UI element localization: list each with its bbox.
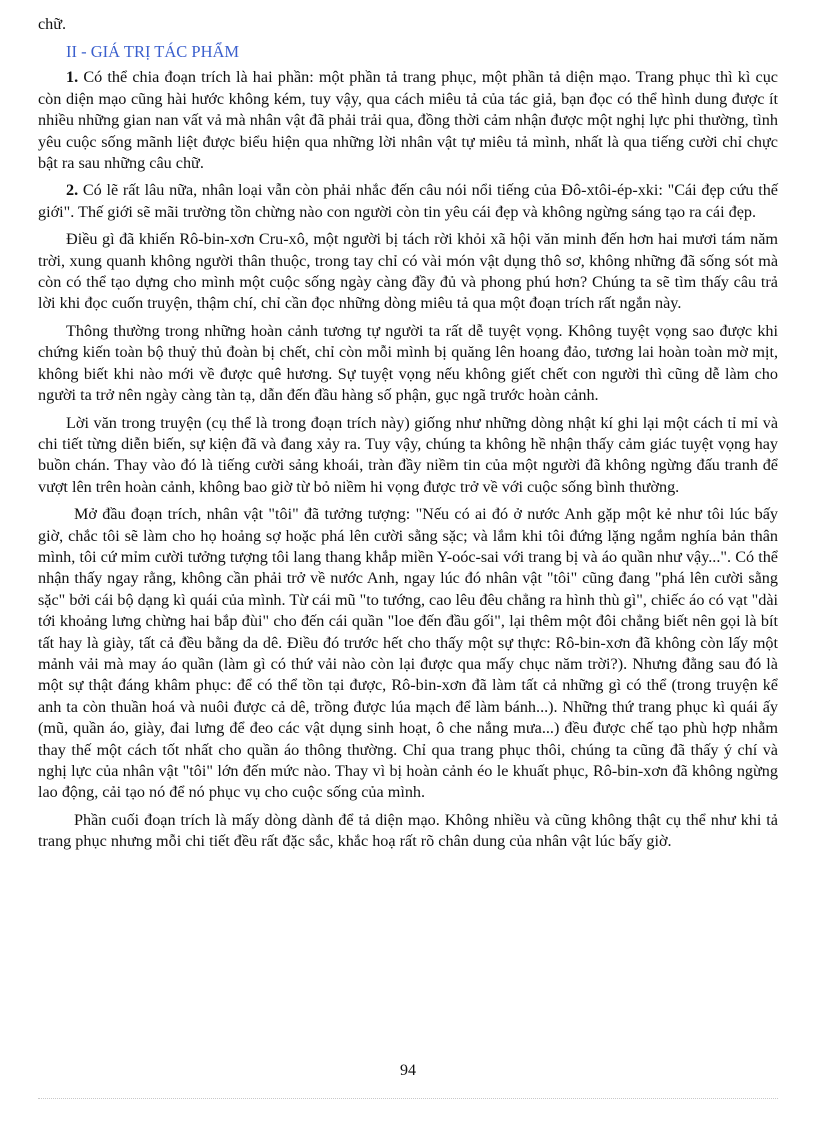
paragraph-4: Thông thường trong những hoàn cảnh tương tự người ta rất dễ tuyệt vọng. Không tuyệt vọng sao được khi chứng kiến toàn bộ thuỷ thủ đoàn bị chết, chỉ còn mỗi mình bị quăng lên hoang đảo, tương lai hoàn toàn mờ mịt, không biết khi nào mới về được quê hương. Sự tuyệt vọng nếu không giết chết con người thì cũng dễ làm cho người ta trở nên ngày càng tàn tạ, dẫn đến đầu hàng số phận, gục ngã trước hoàn cảnh. bbox=[38, 321, 778, 405]
paragraph-5: Lời văn trong truyện (cụ thể là trong đoạn trích này) giống như những dòng nhật kí ghi lại một cách tỉ mỉ và chi tiết từng diễn biến, sự kiện đã và đang xảy ra. Tuy vậy, chúng ta không hề nhận thấy cảm giác tuyệt vọng hay buồn chán. Thay vào đó là tiếng cười sảng khoái, tràn đầy niềm tin của một người đã không ngừng đấu tranh để vượt lên trên hoàn cảnh, không bao giờ từ bỏ niềm hi vọng được trở về với cuộc sống bình thường. bbox=[38, 413, 778, 496]
paragraph-text: Có thể chia đoạn trích là hai phần: một phần tả trang phục, một phần tả diện mạo. Trang phục thì kì cục còn diện mạo cũng hài hước không kém, tuy vậy, qua cách miêu tả của tác giả, bạn đọc có thể hình dung được ít nhiều những gian nan vất vả mà nhân vật đã phải trải qua, đồng thời cảm nhận được một nghị lực phi thường, tình yêu cuộc sống mãnh liệt được biểu hiện qua những lời nhân vật tự miêu tả mình, nhất là qua tiếng cười chỉ chực bật ra sau những câu chữ. bbox=[38, 68, 778, 173]
paragraph-number: 1. bbox=[66, 68, 79, 87]
continuation-text: chữ. bbox=[38, 15, 67, 33]
paragraph-7: Phần cuối đoạn trích là mấy dòng dành để tả diện mạo. Không nhiều và cũng không thật cụ thể như khi tả trang phục nhưng mỗi chi tiết đều rất đặc sắc, khắc hoạ rất rõ chân dung của nhân vật lúc bấy giờ. bbox=[38, 810, 778, 851]
page-number: 94 bbox=[400, 1062, 416, 1079]
paragraph-6: Mở đầu đoạn trích, nhân vật "tôi" đã tưởng tượng: "Nếu có ai đó ở nước Anh gặp một kẻ như tôi lúc bấy giờ, chắc tôi sẽ làm cho họ hoảng sợ hoặc phá lên cười sằng sặc; và lắm khi tôi đứng lặng ngắm nghía bản thân mình, tôi cứ mỉm cười tưởng tượng tôi lang thang khắp miền Y-oóc-sai với trang bị và áo quần như vậy...". Có thể nhận thấy ngay rằng, không cần phải trở về nước Anh, ngay lúc đó nhân vật "tôi" cũng đang "phá lên cười sằng sặc" bởi cái bộ dạng kì quái của mình. Từ cái mũ "to tướng, cao lêu đêu chẳng ra hình thù gì", chiếc áo có vạt "dài tới khoảng lưng chừng hai bắp đùi" cho đến cái quần "loe đến đầu gối", lại thêm một đôi chẳng biết nên gọi là bít tất hay là giày, tất cả đều bằng da dê. Điều đó trước hết cho thấy một sự thực: Rô-bin-xơn đã không còn lấy một mảnh vải mà may áo quần (làm gì có thứ vải nào còn lại được qua mấy chục năm trời?). Nhưng đằng sau đó là một sự thật đáng khâm phục: để có thể tồn tại được, Rô-bin-xơn đã làm tất cả những gì có thể (trong truyện kể anh ta còn thuần hoá và nuôi được cả dê, trồng được lúa mạch để làm bánh...). Những thứ trang phục kì quái ấy (mũ, quần áo, giày, đai lưng để đeo các vật dụng sinh hoạt, ô che nắng mưa...) đều được chế tạo phù hợp nhằm thay thế một cách tốt nhất cho quần áo thông thường. Chỉ qua trang phục thôi, chúng ta cũng đã thấy ý chí và nghị lực của nhân vật "tôi" lớn đến mức nào. Thay vì bị hoàn cảnh éo le khuất phục, Rô-bin-xơn đã không ngừng lao động, cải tạo nó để nó phục vụ cho cuộc sống của mình. bbox=[38, 505, 779, 802]
paragraph-2 bbox=[38, 180, 778, 223]
footer-divider bbox=[38, 1098, 778, 1099]
page-body bbox=[38, 14, 778, 853]
paragraph-text: Có lẽ rất lâu nữa, nhân loại vẫn còn phải nhắc đến câu nói nổi tiếng của Đô-xtôi-ép-xki: "Cái đẹp cứu thế giới". Thế giới sẽ mãi trường tồn chừng nào con người còn tin yêu cái đẹp và không ngừng sáng tạo ra cái đẹp. bbox=[38, 181, 778, 221]
paragraph-3: Điều gì đã khiến Rô-bin-xơn Cru-xô, một người bị tách rời khỏi xã hội văn minh đến hơn hai mươi tám năm trời, xung quanh không người thân thuộc, trong tay chỉ có vài món vật dụng thô sơ, không những đã sống sót mà còn có thể tạo dựng cho mình một cuộc sống ngày càng đầy đủ và phong phú hơn? Chúng ta sẽ tìm thấy câu trả lời khi đọc cuốn truyện, thậm chí, chỉ cần đọc những dòng miêu tả qua một đoạn trích rất ngắn này. bbox=[38, 230, 778, 313]
paragraph-number: 2. bbox=[66, 181, 79, 200]
section-heading: II - GIÁ TRỊ TÁC PHẨM bbox=[66, 42, 240, 62]
paragraph-1 bbox=[38, 67, 778, 174]
